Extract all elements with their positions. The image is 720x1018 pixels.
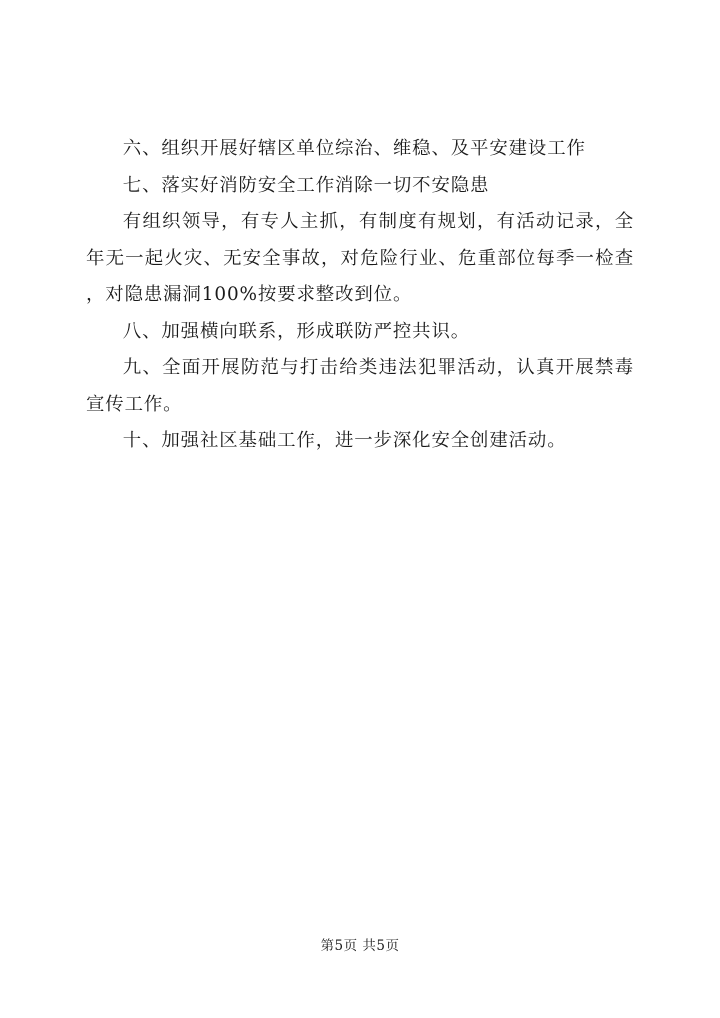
paragraph-section-9: 九、全面开展防范与打击给类违法犯罪活动，认真开展禁毒宣传工作。 <box>86 357 634 415</box>
paragraph-section-10: 十、加强社区基础工作，进一步深化安全创建活动。 <box>122 430 567 451</box>
paragraph-section-7: 七、落实好消防安全工作消除一切不安隐患 <box>122 174 490 196</box>
paragraph-section-8: 八、加强横向联系，形成联防严控共识。 <box>122 320 471 342</box>
paragraph-fire-safety-detail: 有组织领导，有专人主抓，有制度有规划，有活动记录，全年无一起火灾、无安全事故，对危险行业、危重部位每季一检查，对隐患漏洞100%按要求整改到位。 <box>86 211 634 305</box>
document-body <box>86 131 634 460</box>
page-number-footer: 第5页 共5页 <box>320 938 400 954</box>
paragraph-section-6: 六、组织开展好辖区单位综治、维稳、及平安建设工作 <box>122 138 586 159</box>
